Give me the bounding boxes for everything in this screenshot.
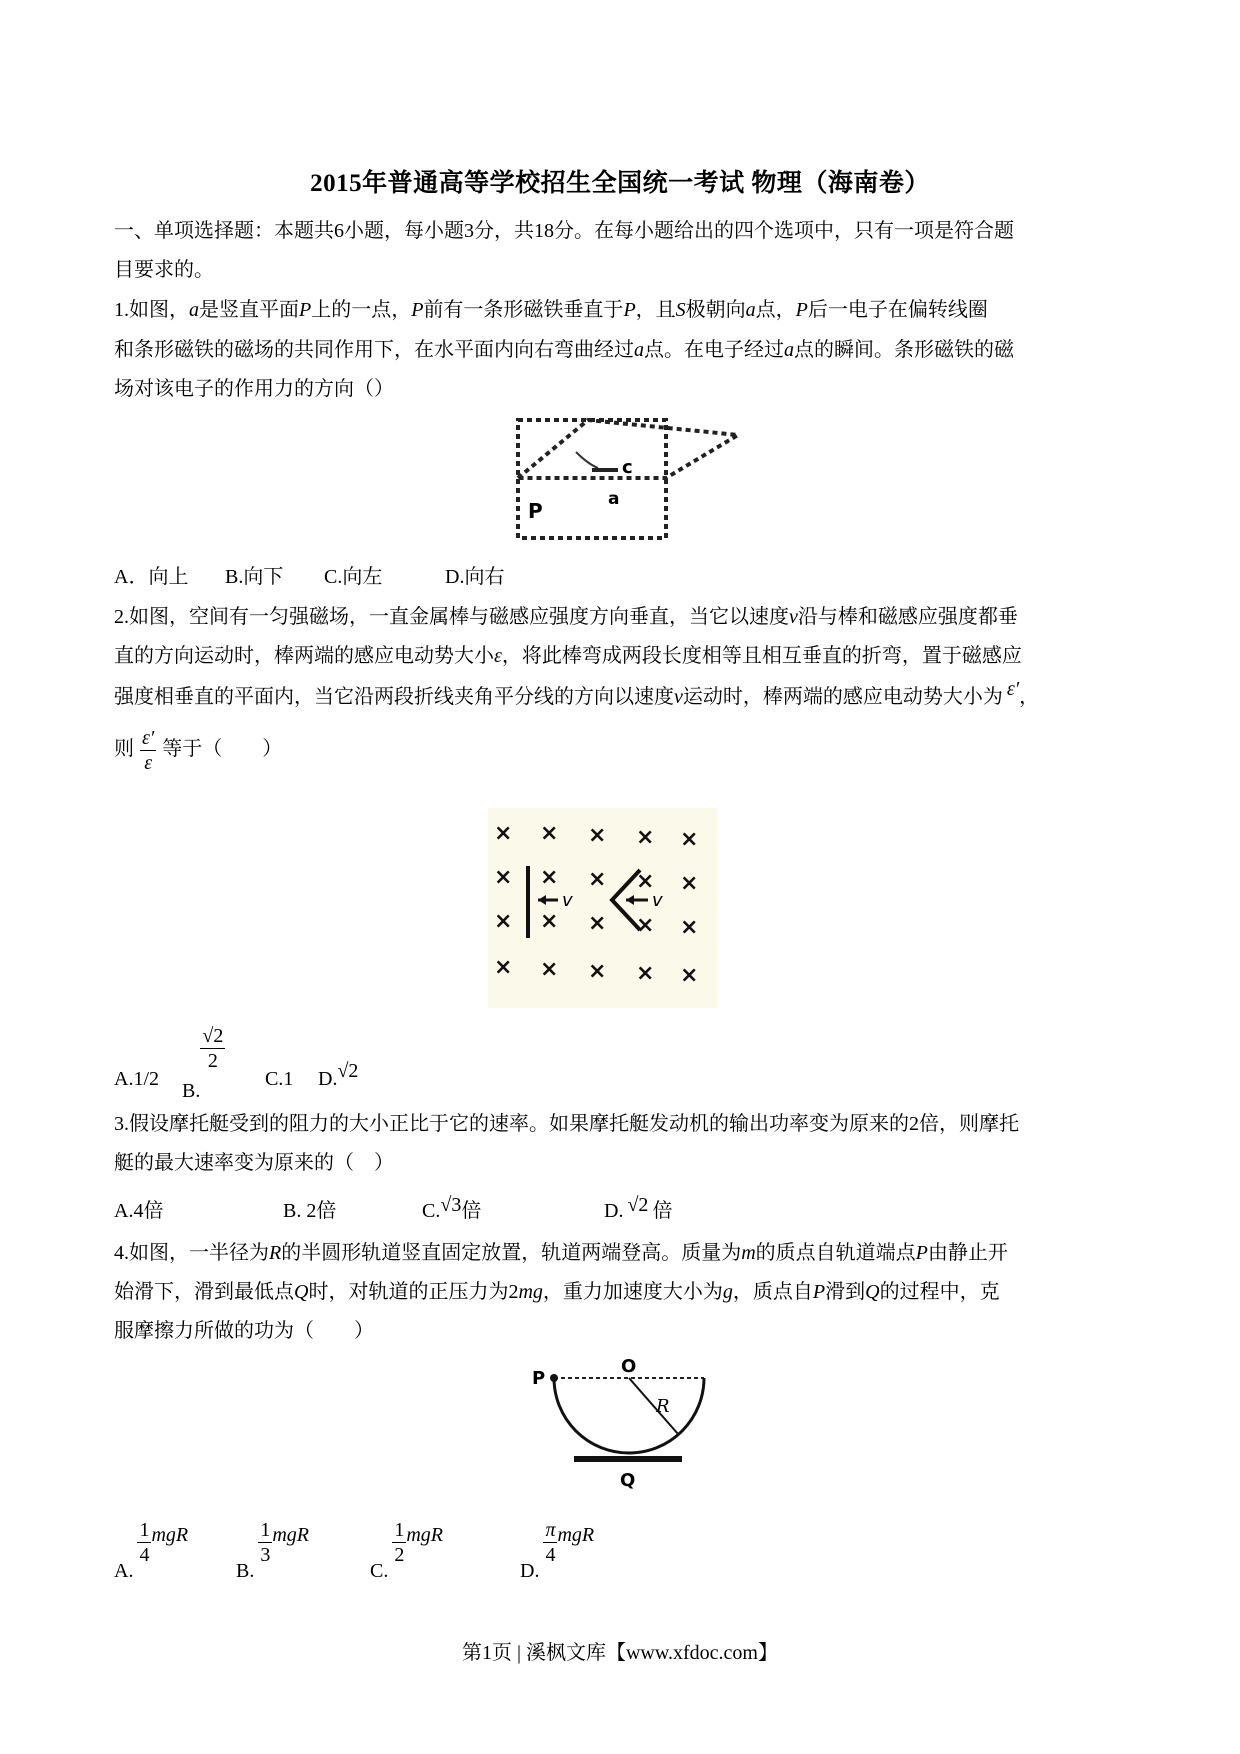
svg-text:×: × [636,825,655,850]
svg-text:×: × [540,821,559,846]
q1-option-c: C.向左 [324,566,383,588]
q1-option-b: B.向下 [225,566,284,588]
q2-option-b-fraction: $\frac{√2}{2}$ [202,1025,224,1072]
q4-ground-bar [574,1456,682,1462]
section-instructions-line2: 目要求的。 [114,259,214,281]
svg-text:×: × [540,865,559,890]
q3-option-b: B. 2倍 [283,1200,337,1222]
svg-text:×: × [680,963,699,988]
q4-option-b: B. $\frac{1}{3}$ mgR [236,1519,310,1583]
q1-option-d: D.向右 [445,566,505,588]
svg-text:×: × [494,865,513,890]
svg-text:×: × [680,871,699,896]
q1-label-c: c [622,457,633,478]
svg-text:×: × [540,957,559,982]
q4-option-d: D. $\frac{\pi}{4}$ mgR [520,1519,595,1583]
q2-option-d: D.√2 [318,1060,359,1090]
svg-text:×: × [636,961,655,986]
q2-option-a: A.1/2 [114,1068,159,1090]
q2-option-c: C.1 [265,1068,294,1090]
q2-line1: 2.如图，空间有一匀强磁场，一直金属棒与磁感应强度方向垂直，当它以速度v沿与棒和磁感应强度都垂 [114,606,1018,628]
q3-option-c: C.√3倍 [422,1194,482,1222]
svg-text:×: × [588,911,607,936]
q3-option-a: A.4倍 [114,1200,164,1222]
section-instructions-line1: 一、单项选择题：本题共6小题，每小题3分，共18分。在每小题给出的四个选项中，只有一项是符合题 [114,220,1014,242]
q4-line1: 4.如图，一半径为R的半圆形轨道竖直固定放置，轨道两端登高。质量为m的质点自轨道端点P由静止开 [114,1242,1008,1264]
q4-label-r: R [656,1396,670,1417]
q4-line3: 服摩擦力所做的功为（ ） [114,1320,374,1342]
q4-option-a: A. $\frac{1}{4}$ mgR [114,1519,189,1583]
q2-option-b: B. $\frac{√2}{2}$ [182,1025,224,1103]
svg-text:×: × [588,959,607,984]
q4-radius-line [629,1378,678,1434]
q4-label-q: Q [620,1470,636,1491]
q4-label-o: O [621,1356,637,1377]
q3-line2: 艇的最大速率变为原来的（ ） [114,1152,394,1174]
q1-option-a: A．向上 [114,566,189,588]
svg-text:×: × [680,827,699,852]
svg-text:×: × [494,955,513,980]
page-footer: 第1页 | 溪枫文库【www.xfdoc.com】 [461,1642,778,1664]
svg-text:×: × [680,915,699,940]
q1-line2: 和条形磁铁的磁场的共同作用下，在水平面内向右弯曲经过a点。在电子经过a点的瞬间。条形磁铁的磁 [114,339,1014,361]
svg-text:×: × [636,913,655,938]
q3-line1: 3.假设摩托艇受到的阻力的大小正比于它的速率。如果摩托艇发动机的输出功率变为原来的2倍，则摩托 [114,1113,1019,1135]
page-title: 2015年普通高等学校招生全国统一考试 物理（海南卷） [310,170,930,197]
q2-line4: 则 $\frac{\varepsilon'}{\varepsilon}$ 等于（ ） [114,727,283,774]
q4-particle [550,1374,558,1382]
q4-option-c: C. $\frac{1}{2}$ mgR [370,1519,444,1583]
q1-label-a: a [608,489,620,509]
q2-magnetic-field-figure [488,808,718,1008]
svg-text:×: × [588,867,607,892]
q2-label-v-right: v [652,890,663,911]
q1-line1: 1.如图，a是竖直平面P上的一点，P前有一条形磁铁垂直于P，且S极朝向a点，P后一电子在偏转线圈 [114,299,988,321]
q1-line3: 场对该电子的作用力的方向（） [114,378,394,400]
q3-option-d: D. √2 倍 [604,1194,673,1222]
q4-line2: 始滑下，滑到最低点Q时，对轨道的正压力为2mg，重力加速度大小为g，质点自P滑到Q的过程中，克 [114,1281,1000,1303]
q4-semicircle-track-figure [528,1356,718,1506]
svg-text:×: × [636,869,655,894]
q1-magnet-plane-figure [510,410,750,545]
svg-text:×: × [540,909,559,934]
svg-text:×: × [494,909,513,934]
svg-text:×: × [494,821,513,846]
svg-text:×: × [588,823,607,848]
q2-ratio-fraction: $\frac{\varepsilon'}{\varepsilon}$ [142,727,155,774]
q2-line3: 强度相垂直的平面内，当它沿两段折线夹角平分线的方向以速度v运动时，棒两端的感应电动势大小为 ε′， [114,678,1040,708]
q4-semicircle-track [554,1378,704,1453]
q2-line2: 直的方向运动时，棒两端的感应电动势大小ε，将此棒弯成两段长度相等且相互垂直的折弯，置于磁感应 [114,645,1022,667]
q4-label-p: P [532,1368,546,1389]
q1-electron-path [576,452,598,468]
q1-label-p: P [528,499,543,523]
q2-label-v-left: v [562,890,573,911]
